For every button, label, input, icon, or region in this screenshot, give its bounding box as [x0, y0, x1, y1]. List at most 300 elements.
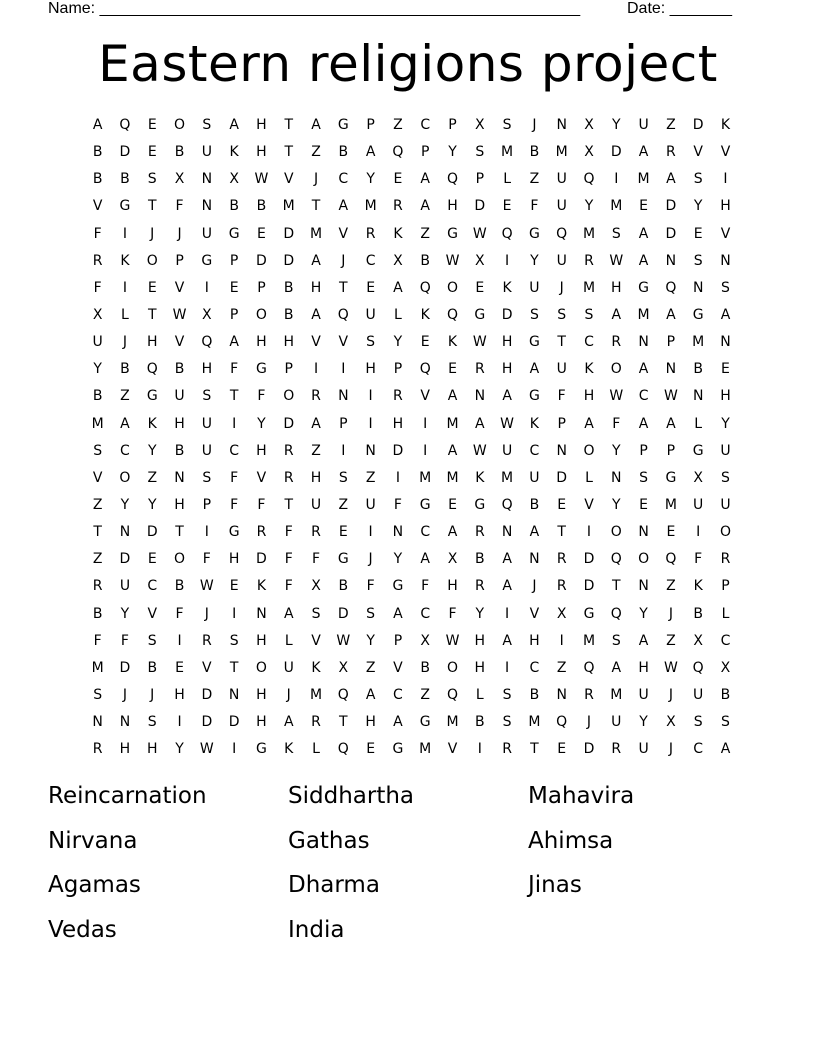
name-label: Name:	[48, 0, 100, 17]
grid-letter: A	[420, 198, 430, 215]
grid-letter: H	[310, 279, 322, 296]
grid-letter: D	[256, 551, 267, 568]
grid-letter: I	[177, 714, 182, 731]
grid-letter: F	[366, 578, 375, 595]
grid-letter: O	[583, 442, 595, 459]
grid-letter: O	[446, 279, 459, 296]
grid-letter: N	[92, 714, 103, 731]
grid-letter: X	[338, 659, 349, 676]
grid-letter: K	[256, 578, 267, 595]
grid-letter: A	[502, 632, 512, 649]
grid-letter: S	[147, 632, 157, 649]
grid-letter: X	[475, 252, 485, 269]
grid-letter: J	[532, 117, 537, 133]
grid-letter: S	[202, 388, 212, 405]
grid-letter: X	[92, 306, 103, 323]
grid-letter: C	[693, 741, 704, 758]
grid-letter: D	[119, 144, 131, 161]
grid-letter: N	[638, 524, 649, 541]
grid-letter: H	[256, 686, 267, 703]
grid-letter: P	[639, 442, 648, 459]
grid-letter: H	[201, 361, 213, 378]
grid-letter: H	[146, 334, 158, 351]
grid-letter: E	[393, 171, 403, 188]
grid-letter: W	[472, 442, 487, 459]
grid-letter: U	[556, 171, 567, 188]
grid-letter: Y	[612, 442, 621, 459]
grid-letter: V	[338, 225, 349, 242]
grid-letter: Z	[666, 578, 676, 595]
grid-letter: H	[256, 117, 267, 133]
grid-letter: S	[93, 442, 103, 459]
grid-letter: Y	[147, 496, 157, 513]
grid-letter: Q	[392, 144, 404, 161]
grid-letter: B	[174, 144, 185, 161]
word-list-item: Vedas	[48, 916, 117, 943]
grid-letter: I	[505, 659, 510, 676]
grid-letter: Y	[120, 605, 130, 622]
grid-letter: E	[475, 279, 485, 296]
grid-letter: I	[505, 605, 510, 622]
grid-letter: S	[584, 306, 594, 323]
grid-letter: K	[529, 415, 539, 432]
grid-letter: U	[283, 659, 294, 676]
grid-letter: Z	[420, 686, 430, 703]
grid-letter: O	[610, 524, 622, 541]
grid-letter: T	[284, 144, 293, 161]
grid-letter: R	[474, 524, 485, 541]
grid-letter: I	[368, 524, 373, 541]
grid-letter: W	[199, 741, 214, 758]
grid-letter: D	[610, 144, 622, 161]
grid-letter: T	[339, 279, 348, 296]
grid-letter: Y	[693, 198, 703, 215]
name-blank-line: ______________________________________________________	[99, 0, 581, 17]
grid-letter: W	[472, 225, 487, 242]
grid-letter: J	[122, 686, 128, 703]
grid-letter: K	[693, 578, 703, 595]
grid-letter: M	[582, 632, 596, 649]
grid-letter: A	[666, 415, 676, 432]
grid-letter: E	[448, 496, 457, 513]
grid-letter: U	[174, 388, 185, 405]
grid-letter: Z	[666, 632, 676, 649]
grid-letter: O	[119, 469, 131, 486]
grid-letter: S	[93, 686, 103, 703]
grid-letter: O	[283, 388, 295, 405]
grid-letter: R	[311, 714, 321, 731]
grid-letter: X	[720, 659, 731, 676]
grid-letter: P	[284, 361, 293, 378]
grid-letter: I	[423, 442, 428, 459]
grid-letter: H	[174, 686, 185, 703]
grid-letter: H	[447, 198, 458, 215]
grid-letter: B	[256, 198, 267, 215]
grid-letter: R	[92, 578, 103, 595]
grid-letter: F	[120, 632, 129, 649]
grid-letter: L	[721, 605, 730, 622]
grid-letter: O	[255, 306, 267, 323]
grid-letter: I	[204, 524, 209, 541]
grid-letter: W	[336, 632, 351, 649]
grid-letter: W	[500, 415, 515, 432]
grid-letter: C	[529, 442, 540, 459]
grid-letter: C	[420, 117, 431, 133]
word-list-item: Agamas	[48, 872, 141, 898]
grid-letter: G	[146, 388, 158, 405]
grid-letter: S	[557, 306, 567, 323]
grid-letter: N	[119, 524, 131, 541]
grid-letter: V	[311, 632, 321, 649]
grid-letter: E	[175, 659, 184, 676]
grid-letter: V	[311, 334, 321, 351]
grid-letter: A	[529, 361, 540, 378]
grid-letter: W	[609, 252, 624, 269]
grid-letter: F	[694, 551, 703, 568]
grid-letter: R	[311, 388, 321, 405]
grid-letter: H	[119, 741, 131, 758]
grid-letter: H	[501, 361, 513, 378]
grid-letter: U	[638, 686, 649, 703]
grid-letter: I	[232, 605, 237, 622]
grid-letter: C	[420, 605, 431, 622]
grid-letter: M	[692, 334, 705, 351]
grid-letter: S	[611, 225, 621, 242]
grid-letter: R	[666, 144, 676, 161]
grid-letter: A	[720, 306, 731, 323]
grid-letter: F	[93, 225, 102, 242]
grid-letter: C	[393, 686, 403, 703]
grid-letter: Q	[610, 605, 622, 622]
grid-letter: J	[177, 225, 182, 242]
grid-letter: T	[175, 524, 184, 541]
grid-letter: Q	[501, 496, 513, 513]
grid-letter: F	[202, 551, 211, 568]
grid-letter: S	[366, 334, 376, 351]
grid-letter: Q	[337, 741, 349, 758]
grid-letter: H	[611, 279, 622, 296]
grid-letter: Y	[612, 496, 621, 513]
grid-letter: U	[556, 198, 567, 215]
grid-letter: D	[201, 714, 213, 731]
grid-letter: H	[228, 551, 240, 568]
grid-letter: X	[447, 551, 458, 568]
grid-letter: V	[529, 605, 540, 622]
grid-letter: J	[368, 551, 373, 568]
grid-letter: A	[229, 334, 239, 351]
grid-letter: V	[720, 225, 731, 242]
grid-letter: H	[529, 632, 540, 649]
grid-letter: G	[528, 334, 540, 351]
grid-letter: P	[229, 306, 239, 323]
grid-letter: Q	[337, 306, 349, 323]
grid-letter: A	[447, 524, 458, 541]
grid-letter: M	[446, 415, 459, 432]
grid-letter: K	[475, 469, 485, 486]
grid-letter: I	[423, 415, 428, 432]
grid-letter: E	[147, 117, 157, 133]
grid-letter: B	[338, 578, 349, 595]
grid-letter: I	[122, 225, 128, 242]
grid-letter: A	[393, 714, 403, 731]
grid-letter: Z	[311, 144, 321, 161]
grid-letter: S	[693, 252, 703, 269]
grid-letter: V	[256, 469, 267, 486]
grid-letter: H	[501, 334, 513, 351]
grid-letter: M	[419, 469, 432, 486]
grid-letter: S	[721, 469, 730, 486]
grid-letter: Z	[92, 496, 103, 513]
grid-letter: D	[337, 605, 349, 622]
grid-letter: P	[475, 171, 485, 188]
grid-letter: B	[475, 714, 485, 731]
grid-letter: A	[638, 144, 649, 161]
grid-letter: N	[256, 605, 267, 622]
grid-letter: B	[120, 361, 130, 378]
grid-letter: G	[228, 524, 240, 541]
grid-letter: T	[339, 714, 348, 731]
grid-letter: K	[447, 334, 458, 351]
word-list-item: Ahimsa	[528, 827, 614, 854]
grid-letter: K	[502, 279, 512, 296]
grid-letter: U	[201, 442, 212, 459]
grid-letter: N	[201, 198, 213, 215]
grid-letter: U	[638, 741, 649, 758]
grid-letter: A	[447, 442, 458, 459]
grid-letter: S	[611, 632, 621, 649]
grid-letter: V	[147, 605, 158, 622]
grid-letter: I	[614, 171, 619, 188]
grid-letter: L	[503, 171, 511, 188]
grid-letter: Y	[120, 496, 130, 513]
grid-letter: R	[92, 741, 103, 758]
grid-letter: A	[447, 388, 458, 405]
grid-letter: P	[557, 415, 566, 432]
header-fields	[48, 0, 748, 20]
grid-letter: A	[229, 117, 239, 133]
grid-letter: W	[445, 252, 460, 269]
grid-letter: A	[283, 605, 294, 622]
grid-letter: G	[201, 252, 213, 269]
grid-letter: F	[230, 496, 239, 513]
grid-letter: A	[666, 171, 676, 188]
grid-letter: A	[638, 252, 649, 269]
grid-letter: G	[256, 361, 267, 378]
grid-letter: T	[557, 524, 566, 541]
grid-letter: N	[665, 361, 677, 378]
grid-letter: Z	[393, 117, 403, 133]
grid-letter: U	[365, 496, 376, 513]
grid-letter: W	[609, 388, 624, 405]
grid-letter: X	[556, 605, 567, 622]
grid-letter: U	[201, 415, 212, 432]
grid-letter: G	[392, 741, 404, 758]
grid-letter: I	[586, 524, 592, 541]
grid-letter: M	[91, 415, 104, 432]
grid-letter: P	[257, 279, 266, 296]
grid-letter: A	[638, 225, 649, 242]
grid-letter: D	[583, 578, 595, 595]
grid-letter: A	[283, 714, 294, 731]
grid-letter: T	[612, 578, 621, 595]
grid-letter: O	[446, 659, 459, 676]
grid-letter: U	[693, 496, 704, 513]
grid-letter: X	[229, 171, 239, 188]
grid-letter: R	[474, 361, 485, 378]
grid-letter: S	[366, 605, 376, 622]
grid-letter: G	[419, 496, 431, 513]
grid-letter: S	[529, 306, 539, 323]
grid-letter: R	[92, 252, 103, 269]
grid-letter: A	[611, 306, 622, 323]
grid-letter: M	[637, 306, 650, 323]
grid-letter: B	[147, 659, 158, 676]
grid-letter: A	[393, 605, 403, 622]
grid-letter: I	[313, 361, 319, 378]
grid-letter: C	[638, 388, 649, 405]
grid-letter: P	[666, 442, 676, 459]
grid-letter: B	[420, 252, 431, 269]
grid-letter: Z	[120, 388, 130, 405]
grid-letter: P	[448, 117, 457, 133]
grid-letter: K	[120, 252, 130, 269]
grid-letter: J	[559, 279, 564, 296]
grid-letter: Z	[529, 171, 540, 188]
grid-letter: R	[393, 198, 403, 215]
grid-letter: Q	[337, 686, 349, 703]
grid-letter: O	[610, 361, 622, 378]
grid-letter: A	[311, 415, 321, 432]
grid-letter: T	[557, 334, 566, 351]
grid-letter: Z	[92, 551, 103, 568]
grid-letter: D	[283, 415, 295, 432]
grid-letter: E	[448, 361, 457, 378]
grid-letter: P	[339, 415, 348, 432]
date-label: Date:	[627, 0, 670, 17]
grid-letter: E	[338, 524, 348, 541]
grid-letter: A	[475, 415, 485, 432]
grid-letter: S	[475, 144, 485, 161]
grid-letter: T	[93, 524, 102, 541]
grid-letter: R	[556, 551, 567, 568]
grid-letter: U	[92, 334, 103, 351]
grid-letter: D	[583, 551, 595, 568]
grid-letter: D	[228, 714, 240, 731]
grid-letter: Z	[556, 659, 567, 676]
grid-letter: F	[612, 415, 621, 432]
grid-letter: Q	[446, 171, 459, 188]
grid-letter: K	[311, 659, 321, 676]
grid-letter: S	[147, 714, 157, 731]
grid-letter: Y	[93, 361, 102, 378]
grid-letter: B	[92, 171, 103, 188]
grid-letter: I	[368, 388, 373, 405]
grid-letter: A	[311, 306, 321, 323]
grid-letter: G	[337, 551, 349, 568]
grid-letter: U	[611, 714, 622, 731]
grid-letter: V	[693, 144, 703, 161]
grid-letter: Z	[666, 117, 676, 133]
grid-letter: N	[611, 469, 622, 486]
grid-letter: F	[93, 279, 102, 296]
grid-letter: N	[392, 524, 404, 541]
grid-letter: G	[638, 279, 650, 296]
grid-letter: F	[421, 578, 430, 595]
grid-letter: I	[122, 279, 128, 296]
grid-letter: L	[121, 306, 129, 323]
grid-letter: I	[559, 632, 564, 649]
grid-letter: G	[419, 714, 431, 731]
grid-letter: F	[448, 605, 457, 622]
grid-letter: P	[366, 117, 375, 133]
grid-letter: B	[283, 279, 294, 296]
grid-letter: A	[338, 198, 349, 215]
grid-letter: G	[256, 741, 267, 758]
grid-letter: X	[393, 252, 403, 269]
grid-letter: A	[611, 659, 622, 676]
grid-letter: L	[475, 686, 484, 703]
grid-letter: C	[120, 442, 130, 459]
grid-letter: F	[230, 469, 239, 486]
grid-letter: E	[229, 578, 239, 595]
grid-letter: J	[286, 686, 291, 703]
grid-letter: N	[501, 524, 513, 541]
grid-letter: E	[502, 198, 512, 215]
grid-letter: U	[556, 361, 567, 378]
grid-letter: S	[502, 686, 512, 703]
grid-letter: F	[175, 198, 184, 215]
grid-letter: A	[720, 741, 731, 758]
grid-letter: M	[555, 144, 568, 161]
grid-letter: V	[720, 144, 731, 161]
grid-letter: M	[637, 171, 650, 188]
grid-letter: V	[174, 279, 185, 296]
grid-letter: G	[474, 306, 486, 323]
grid-letter: H	[447, 578, 458, 595]
grid-letter: P	[202, 496, 212, 513]
grid-letter: L	[585, 469, 593, 486]
grid-letter: Y	[393, 551, 403, 568]
grid-letter: G	[583, 605, 595, 622]
grid-letter: F	[257, 388, 266, 405]
grid-letter: T	[284, 496, 293, 513]
grid-letter: C	[529, 659, 540, 676]
grid-letter: H	[365, 361, 376, 378]
grid-letter: H	[256, 442, 267, 459]
grid-letter: M	[419, 741, 432, 758]
grid-letter: N	[692, 388, 704, 405]
grid-letter: K	[720, 117, 731, 133]
grid-letter: S	[147, 171, 157, 188]
grid-letter: S	[338, 469, 348, 486]
grid-letter: C	[338, 171, 349, 188]
grid-letter: E	[693, 225, 703, 242]
grid-letter: F	[284, 524, 293, 541]
grid-letter: R	[201, 632, 212, 649]
grid-letter: B	[92, 605, 103, 622]
grid-letter: Q	[583, 171, 595, 188]
grid-letter: W	[663, 388, 678, 405]
grid-letter: Q	[665, 279, 677, 296]
grid-letter: T	[311, 198, 321, 215]
grid-letter: Q	[556, 714, 568, 731]
grid-letter: W	[172, 306, 187, 323]
grid-letter: J	[204, 605, 209, 622]
grid-letter: I	[696, 524, 701, 541]
grid-letter: I	[177, 632, 182, 649]
grid-letter: S	[639, 469, 649, 486]
grid-letter: A	[311, 117, 321, 133]
